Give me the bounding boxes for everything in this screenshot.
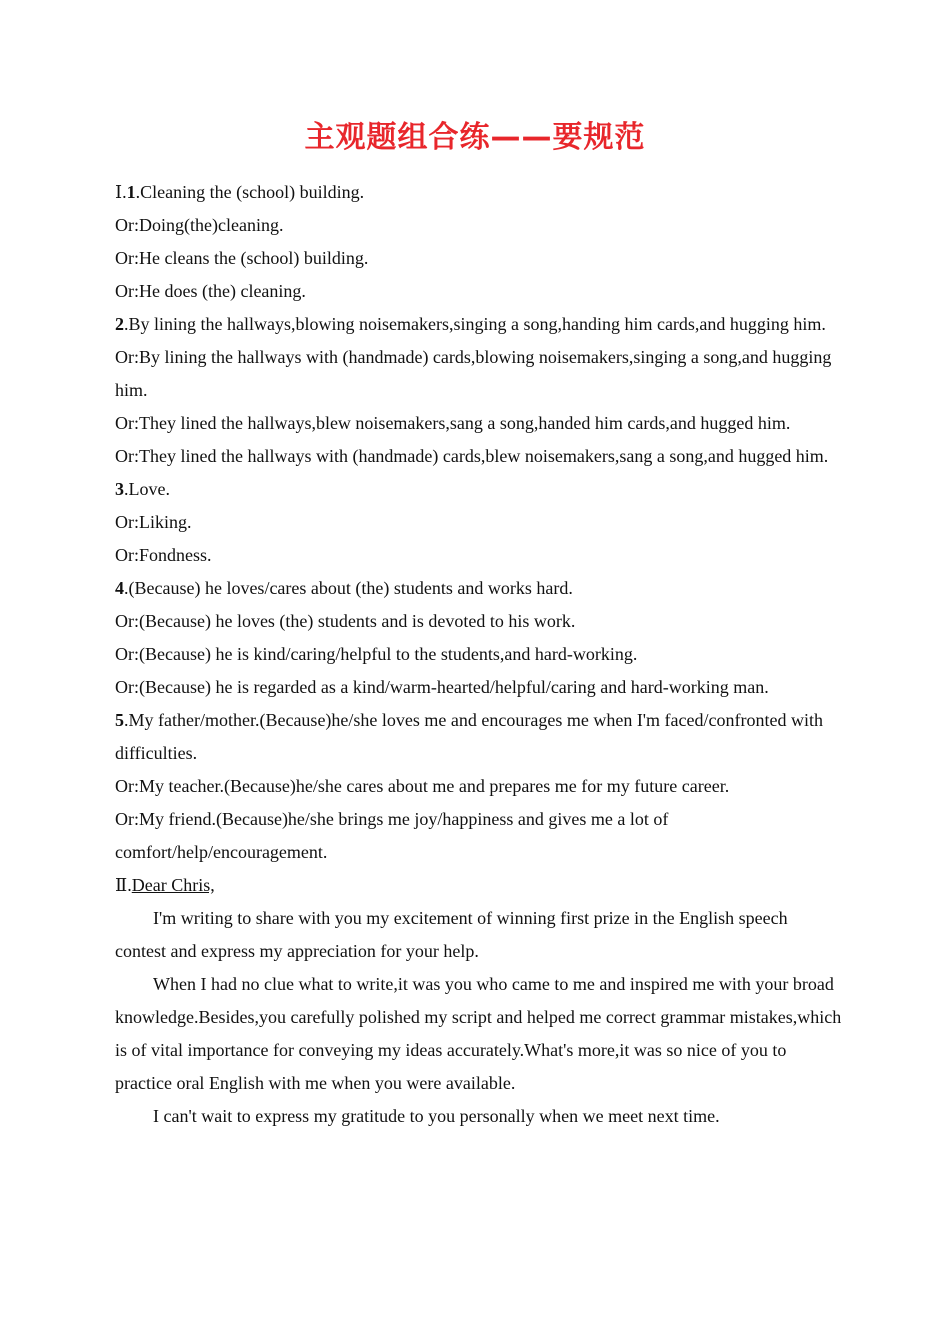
letter-paragraph-1: I'm writing to share with you my excitement of winning first prize in the English speech contest and express my appreciation for your help. <box>115 908 788 961</box>
q3-alt-2: Or:Fondness. <box>115 545 212 565</box>
q4-alt-2: Or:(Because) he is kind/caring/helpful to the students,and hard-working. <box>115 644 638 664</box>
page-title: 主观题组合练——要规范 <box>304 120 646 155</box>
section1-marker: Ⅰ. <box>115 182 127 202</box>
q5-alt-2: Or:My friend.(Because)he/she brings me joy/happiness and gives me a lot of comfort/help/encouragement. <box>115 809 669 862</box>
q1-alt-2: Or:He cleans the (school) building. <box>115 248 369 268</box>
q4-alt-1: Or:(Because) he loves (the) students and is devoted to his work. <box>115 611 576 631</box>
q3-text: .Love. <box>124 479 170 499</box>
q2-number: 2 <box>115 314 124 334</box>
q5-answer <box>115 704 843 770</box>
section2-marker: Ⅱ. <box>115 875 132 895</box>
q3-answer <box>115 473 843 506</box>
q1-text: .Cleaning the (school) building. <box>135 182 365 202</box>
q2-alt-2: Or:They lined the hallways,blew noisemakers,sang a song,handed him cards,and hugged him. <box>115 413 791 433</box>
answer-content <box>115 176 843 1133</box>
q4-alt-3: Or:(Because) he is regarded as a kind/warm-hearted/helpful/caring and hard-working man. <box>115 677 769 697</box>
q3-alt-1: Or:Liking. <box>115 512 192 532</box>
q5-alt-1: Or:My teacher.(Because)he/she cares about me and prepares me for my future career. <box>115 776 730 796</box>
q3-number: 3 <box>115 479 124 499</box>
q1-number: 1 <box>126 182 136 202</box>
q5-number: 5 <box>115 710 124 730</box>
q2-alt-3: Or:They lined the hallways with (handmade) cards,blew noisemakers,sang a song,and hugged him. <box>115 446 829 466</box>
q4-number: 4 <box>115 578 124 598</box>
q1-alt-3: Or:He does (the) cleaning. <box>115 281 306 301</box>
q1-answer <box>115 176 843 209</box>
q1-alt-1: Or:Doing(the)cleaning. <box>115 215 284 235</box>
letter-greeting: Dear Chris, <box>131 875 215 895</box>
q2-alt-1: Or:By lining the hallways with (handmade) cards,blowing noisemakers,singing a song,and hugging him. <box>115 347 832 400</box>
q2-answer <box>115 308 843 341</box>
letter-paragraph-3: I can't wait to express my gratitude to you personally when we meet next time. <box>153 1106 720 1126</box>
q4-answer <box>115 572 843 605</box>
letter-paragraph-2: When I had no clue what to write,it was you who came to me and inspired me with your broad knowledge.Besides,you carefully polished my script and helped me correct grammar mistakes,which is of vital importance for conveying my ideas accurately.What's more,it was so nice of you to practice oral English with me when you were available. <box>115 974 842 1093</box>
letter-greeting-line <box>115 869 843 902</box>
q4-text: .(Because) he loves/cares about (the) students and works hard. <box>124 578 573 598</box>
q5-text: .My father/mother.(Because)he/she loves me and encourages me when I'm faced/confronted with difficulties. <box>115 710 823 763</box>
q2-text: .By lining the hallways,blowing noisemakers,singing a song,handing him cards,and hugging him. <box>124 314 826 334</box>
